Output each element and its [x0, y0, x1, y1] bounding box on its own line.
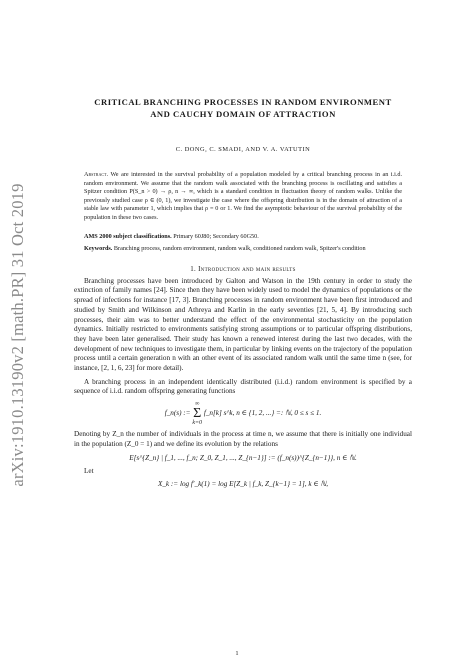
paper-title [74, 96, 412, 120]
ams-text: Primary 60J80; Secondary 60G50. [173, 232, 259, 240]
sum-lower-limit: k=0 [192, 420, 203, 427]
title-line-1: CRITICAL BRANCHING PROCESSES IN RANDOM ENVIRONMENT [94, 97, 392, 107]
equation-3: X_k := log f′_k(1) = log E[Z_k | f_k, Z_{k−1} = 1], k ∈ ℕ, [157, 480, 329, 489]
keywords-block [84, 245, 402, 254]
equation-1-lhs: f_n(s) := [164, 409, 191, 418]
abstract-heading: Abstract. [84, 171, 109, 178]
keywords-text: Branching process, random environment, random walk, conditioned random walk, Spitzer's condition [113, 245, 366, 253]
abstract-block [84, 171, 402, 223]
arxiv-sidebar-stamp [4, 120, 32, 550]
keywords-label: Keywords. [84, 245, 113, 253]
section-heading: 1. Introduction and main results [190, 265, 296, 273]
equation-1 [74, 401, 412, 426]
paper-page [74, 96, 412, 493]
ams-classification [84, 233, 402, 242]
abstract-text: We are interested in the survival probability of a population modeled by a critical branching process in an i.i.d. random environment. We assume that the random walk associated with the branching process is oscillating and satisfies a Spitzer condition P(S_n > 0) → ρ, n → ∞, which is a standard condition in fluctuation theory of random walks. Unlike the previously studied case ρ ∈ (0, 1), we investigate the case where the offspring distribution is in the domain of attraction of a stable law with parameter 1, which implies that ρ = 0 or 1. We find the asymptotic behaviour of the survival probability of the population in these two cases. [84, 171, 402, 221]
ams-label: AMS 2000 subject classifications. [84, 232, 172, 240]
equation-2: E[s^{Z_n} | f_1, ..., f_n; Z_0, Z_1, ..., Z_{n−1}] := (f_n(s))^{Z_{n−1}}, n ∈ ℕ. [129, 453, 357, 462]
page-number: 1 [235, 650, 239, 657]
paragraph-3: Denoting by Z_n the number of individuals in the process at time n, we assume that there is initially one individual in the population (Z_0 = 1) and we define its evolution by the relations [74, 430, 412, 448]
sum-upper-limit: ∞ [195, 401, 200, 408]
paper-authors: C. DONG, C. SMADI, AND V. A. VATUTIN [175, 146, 311, 153]
paragraph-2: A branching process in an independent identically distributed (i.i.d.) random environment is specified by a sequence of i.i.d. random offspring generating functions [74, 377, 412, 396]
paragraph-1: Branching processes have been introduced by Galton and Watson in the 19th century in order to study the extinction of family names [24]. Since then they have been widely used to model the dynamics of populations or the spread of infections for instance [17, 3]. Branching processes in random environment have been first introduced and studied by Smith and Wilkinson and Athreya and Karlin in the early seventies [21, 5, 4]. By introducing such processes, their aim was to better understand the effect of the environmental stochasticity on the population dynamics. Initially restricted to environments satisfying strong assumptions or to particular offspring distributions, they have been later generalised. Their study has known a renewed interest during the last two decades, with the development of new techniques to investigate them, in particular by linking events on the trajectory of the population process until a certain generation n with an other event of its associated random walk until the same time n (see, for instance, [2, 1, 6, 23] for more detail). [74, 276, 412, 373]
arxiv-identifier: arXiv:1910.13190v2 [math.PR] 31 Oct 2019 [8, 183, 27, 487]
equation-1-rhs: f_n[k] s^k, n ∈ {1, 2, ...} =: ℕ, 0 ≤ s ≤ 1. [203, 409, 322, 418]
let-text: Let [84, 466, 94, 475]
summation-symbol: ∞ Σ k=0 [192, 401, 203, 427]
title-line-2: AND CAUCHY DOMAIN OF ATTRACTION [150, 109, 336, 119]
